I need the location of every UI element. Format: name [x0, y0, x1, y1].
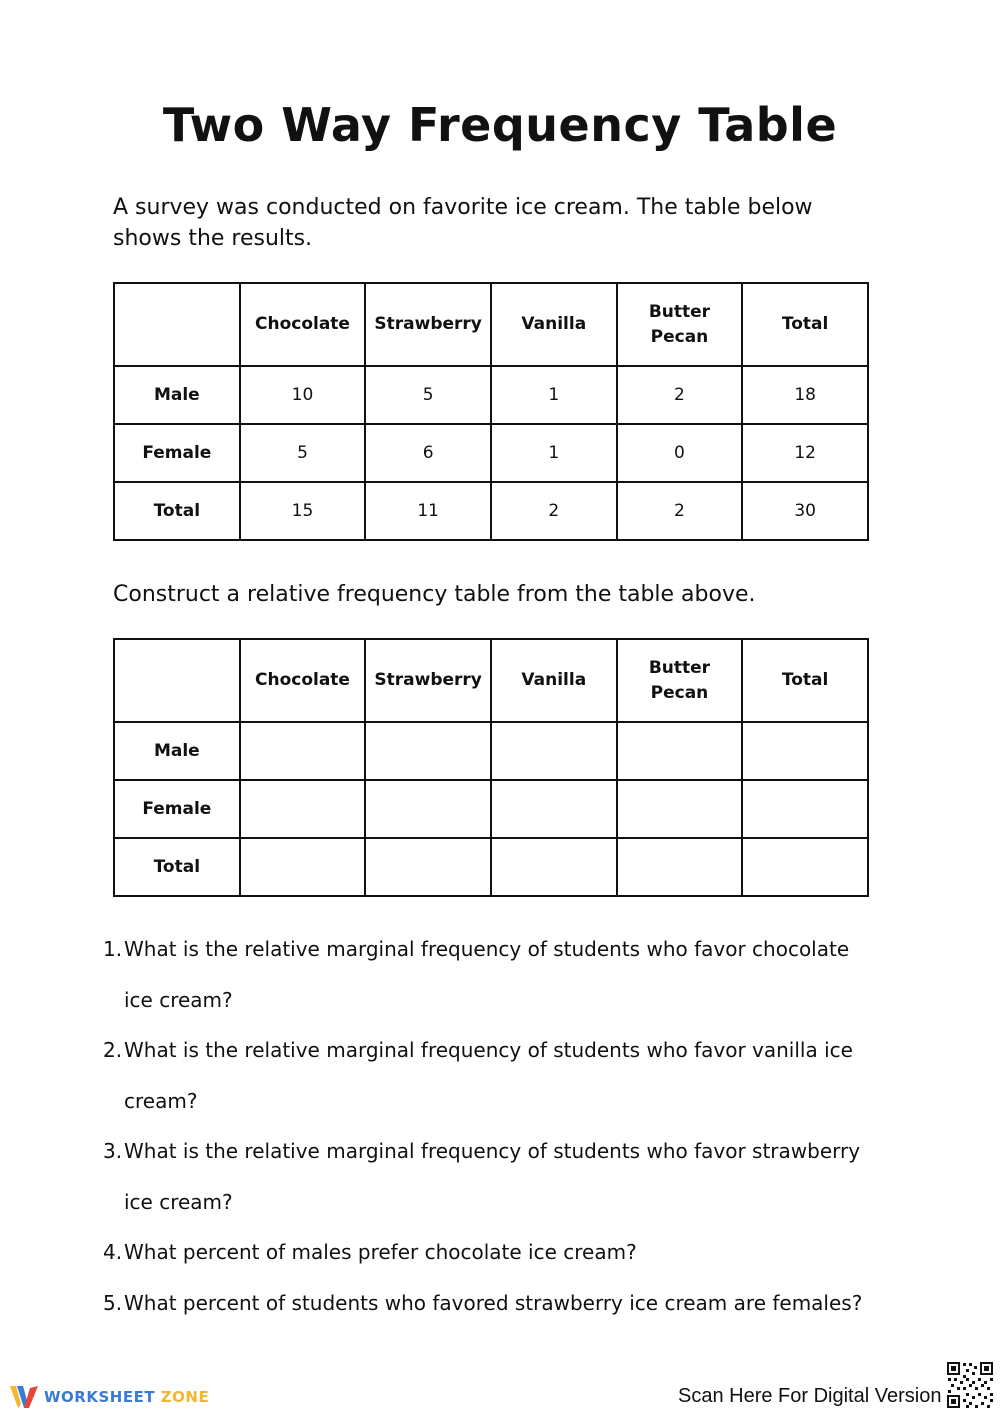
header-cell-corner: [114, 283, 240, 366]
relative-frequency-table: [113, 638, 869, 897]
question-number: 5.: [103, 1290, 123, 1315]
question-text: What is the relative marginal frequency of students who favor vanilla ice cream?: [124, 1038, 853, 1113]
table-cell: 1: [491, 424, 617, 482]
logo-word-zone: ZONE: [160, 1388, 210, 1406]
table-cell: 6: [365, 424, 491, 482]
table-header-row: [114, 639, 868, 722]
row-label: Total: [114, 482, 240, 540]
table-cell: 12: [742, 424, 868, 482]
question-item: [103, 924, 883, 1025]
header-cell-vanilla: Vanilla: [491, 639, 617, 722]
row-label: Male: [114, 722, 240, 780]
intro-text: A survey was conducted on favorite ice cream. The table below shows the results.: [113, 195, 813, 251]
question-item: [103, 1126, 883, 1227]
header-cell-total: Total: [742, 283, 868, 366]
question-text: What is the relative marginal frequency of students who favor chocolate ice cream?: [124, 937, 850, 1012]
blank-answer-cell: [240, 722, 366, 780]
table-cell: 30: [742, 482, 868, 540]
question-item: [103, 1227, 883, 1278]
blank-answer-cell: [365, 838, 491, 896]
header-cell-butter-pecan: Butter Pecan: [617, 639, 743, 722]
table-row: [114, 722, 868, 780]
blank-answer-cell: [742, 838, 868, 896]
header-cell-vanilla: Vanilla: [491, 283, 617, 366]
table-row: [114, 838, 868, 896]
blank-answer-cell: [617, 838, 743, 896]
table-cell: 2: [491, 482, 617, 540]
table-cell: 15: [240, 482, 366, 540]
blank-answer-cell: [365, 780, 491, 838]
question-item: [103, 1278, 883, 1329]
blank-answer-cell: [240, 838, 366, 896]
table-cell: 5: [365, 366, 491, 424]
blank-answer-cell: [491, 722, 617, 780]
logo-mark-icon: [8, 1384, 40, 1410]
blank-answer-cell: [491, 780, 617, 838]
row-label: Total: [114, 838, 240, 896]
table-header-row: [114, 283, 868, 366]
blank-answer-cell: [491, 838, 617, 896]
blank-answer-cell: [240, 780, 366, 838]
row-label: Male: [114, 366, 240, 424]
scan-text: Scan Here For Digital Version: [678, 1385, 942, 1407]
question-text: What is the relative marginal frequency of students who favor strawberry ice cream?: [124, 1139, 861, 1214]
question-number: 2.: [103, 1038, 123, 1062]
page-title: Two Way Frequency Table: [162, 98, 838, 152]
worksheet-zone-logo: [8, 1384, 209, 1410]
qr-code-icon[interactable]: [946, 1361, 994, 1409]
table-cell: 5: [240, 424, 366, 482]
blank-answer-cell: [742, 722, 868, 780]
table-row: [114, 780, 868, 838]
question-number: 3.: [103, 1139, 123, 1163]
blank-answer-cell: [617, 722, 743, 780]
question-list: [103, 924, 883, 1328]
table-row: [114, 424, 868, 482]
question-text: What percent of students who favored strawberry ice cream are females?: [124, 1290, 863, 1315]
blank-answer-cell: [365, 722, 491, 780]
question-number: 4.: [103, 1240, 123, 1264]
table-row: [114, 366, 868, 424]
frequency-table: [113, 282, 869, 541]
question-item: [103, 1025, 883, 1126]
header-cell-strawberry: Strawberry: [365, 639, 491, 722]
row-label: Female: [114, 424, 240, 482]
header-cell-chocolate: Chocolate: [240, 283, 366, 366]
table-cell: 2: [617, 366, 743, 424]
header-cell-butter-pecan: Butter Pecan: [617, 283, 743, 366]
table-cell: 1: [491, 366, 617, 424]
instruction-text: Construct a relative frequency table from the table above.: [113, 582, 756, 607]
table-cell: 18: [742, 366, 868, 424]
blank-answer-cell: [742, 780, 868, 838]
table-cell: 0: [617, 424, 743, 482]
table-cell: 10: [240, 366, 366, 424]
header-cell-chocolate: Chocolate: [240, 639, 366, 722]
header-cell-strawberry: Strawberry: [365, 283, 491, 366]
logo-word-worksheet: WORKSHEET: [44, 1388, 156, 1406]
question-text: What percent of males prefer chocolate ice cream?: [124, 1240, 637, 1264]
table-cell: 2: [617, 482, 743, 540]
row-label: Female: [114, 780, 240, 838]
header-cell-corner: [114, 639, 240, 722]
logo-text: [44, 1388, 209, 1406]
table-cell: 11: [365, 482, 491, 540]
table-row: [114, 482, 868, 540]
blank-answer-cell: [617, 780, 743, 838]
header-cell-total: Total: [742, 639, 868, 722]
question-number: 1.: [103, 937, 123, 961]
